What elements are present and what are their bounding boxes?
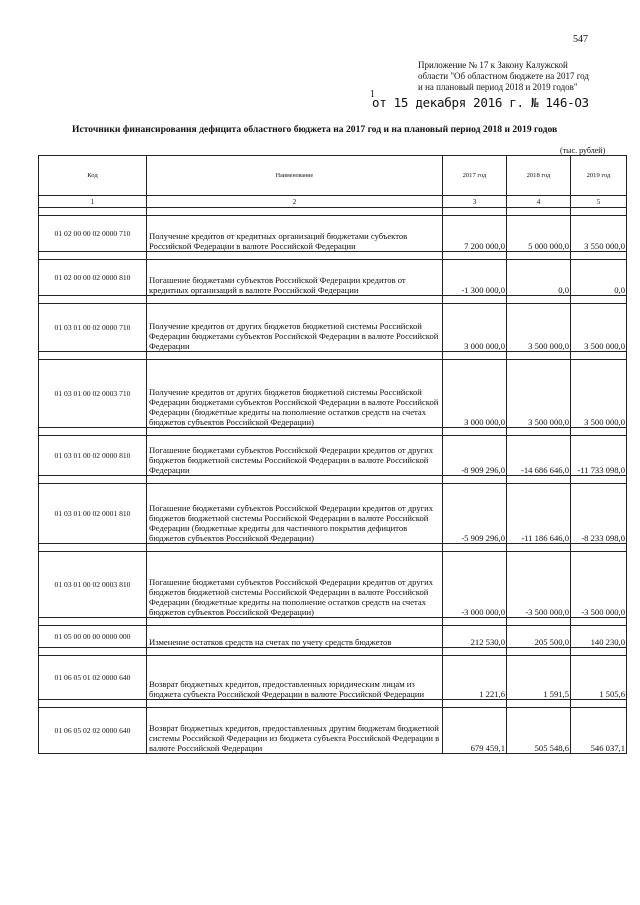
row-value-2019: 0,0 [571,260,627,296]
column-number: 2 [147,196,443,208]
table-row [39,484,627,544]
row-value-2019: -11 733 098,0 [571,436,627,476]
page-number: 547 [573,34,588,45]
spacer-row [39,544,627,552]
row-value-2019: 140 230,0 [571,626,627,648]
row-value-2018: -11 186 646,0 [507,484,571,544]
handwritten-mark: 1 [370,89,375,100]
unit-note: (тыс. рублей) [560,146,606,155]
table-row [39,436,627,476]
row-value-2018: 5 000 000,0 [507,216,571,252]
row-value-2017: 7 200 000,0 [443,216,507,252]
row-value-2019: 546 037,1 [571,708,627,754]
row-value-2018: 1 591,5 [507,656,571,700]
header-name: Наименование [147,156,443,196]
row-value-2017: -5 909 296,0 [443,484,507,544]
row-code: 01 03 01 00 02 0000 710 [39,304,147,352]
row-name: Получение кредитов от других бюджетов бюджетной системы Российской Федерации бюджетами субъектов Российской Федерации в валюте Российской Федерации (бюджетные кредиты на пополнение остатков средств на счетах бюджетов субъектов Российской Федерации) [147,360,443,428]
column-number: 3 [443,196,507,208]
header-2017: 2017 год [443,156,507,196]
law-date-stamp: от 15 декабря 2016 г. № 146-ОЗ [372,95,589,110]
row-code: 01 02 00 00 02 0000 810 [39,260,147,296]
row-value-2018: 0,0 [507,260,571,296]
appendix-line: и на плановый период 2018 и 2019 годов" [418,82,578,92]
row-code: 01 02 00 00 02 0000 710 [39,216,147,252]
table-row [39,708,627,754]
table-row [39,552,627,618]
spacer-row [39,208,627,216]
row-name: Изменение остатков средств на счетах по учету средств бюджетов [147,626,443,648]
row-name: Возврат бюджетных кредитов, предоставленных другим бюджетам бюджетной системы Российской Федерации из бюджета субъекта Российской Федерации в валюте Российской Федерации [147,708,443,754]
spacer-row [39,476,627,484]
appendix-line: Приложение № 17 к Закону Калужской [418,60,568,70]
column-number-row [39,196,627,208]
row-value-2017: 1 221,6 [443,656,507,700]
column-number: 1 [39,196,147,208]
row-code: 01 03 01 00 02 0000 810 [39,436,147,476]
row-code: 01 05 00 00 00 0000 000 [39,626,147,648]
row-value-2017: 212 530,0 [443,626,507,648]
row-code: 01 06 05 02 02 0000 640 [39,708,147,754]
row-value-2019: 3 550 000,0 [571,216,627,252]
row-name: Получение кредитов от кредитных организаций бюджетами субъектов Российской Федерации в валюте Российской Федерации [147,216,443,252]
header-2018: 2018 год [507,156,571,196]
row-value-2019: 1 505,6 [571,656,627,700]
row-value-2017: -3 000 000,0 [443,552,507,618]
row-value-2018: 205 500,0 [507,626,571,648]
row-value-2019: -8 233 098,0 [571,484,627,544]
row-value-2018: 3 500 000,0 [507,360,571,428]
row-value-2018: -3 500 000,0 [507,552,571,618]
row-value-2019: 3 500 000,0 [571,304,627,352]
header-row [39,156,627,196]
spacer-row [39,296,627,304]
row-code: 01 06 05 01 02 0000 640 [39,656,147,700]
spacer-row [39,428,627,436]
spacer-row [39,700,627,708]
row-value-2018: 505 548,6 [507,708,571,754]
row-name: Погашение бюджетами субъектов Российской Федерации кредитов от других бюджетов бюджетной системы Российской Федерации в валюте Российской Федерации (бюджетные кредиты на пополнение остатков средств на счетах бюджетов субъектов Российской Федерации) [147,552,443,618]
row-value-2018: -14 686 646,0 [507,436,571,476]
row-name: Погашение бюджетами субъектов Российской Федерации кредитов от других бюджетов бюджетной системы Российской Федерации в валюте Российской Федерации [147,436,443,476]
table-row [39,626,627,648]
row-value-2017: -8 909 296,0 [443,436,507,476]
row-code: 01 03 01 00 02 0003 710 [39,360,147,428]
row-name: Погашение бюджетами субъектов Российской Федерации кредитов от кредитных организаций в валюте Российской Федерации [147,260,443,296]
spacer-row [39,618,627,626]
column-number: 5 [571,196,627,208]
table-row [39,304,627,352]
appendix-reference [418,60,628,93]
table-row [39,656,627,700]
row-name: Погашение бюджетами субъектов Российской Федерации кредитов от других бюджетов бюджетной системы Российской Федерации в валюте Российской Федерации (бюджетные кредиты для частичного покрытия дефицитов бюджетов субъектов Российской Федерации) [147,484,443,544]
row-value-2019: 3 500 000,0 [571,360,627,428]
table-row [39,360,627,428]
table-row [39,216,627,252]
row-value-2018: 3 500 000,0 [507,304,571,352]
row-code: 01 03 01 00 02 0001 810 [39,484,147,544]
document-title: Источники финансирования дефицита областного бюджета на 2017 год и на плановый период 2018 и 2019 годов [72,124,558,135]
row-value-2017: 3 000 000,0 [443,304,507,352]
row-value-2017: 679 459,1 [443,708,507,754]
table-row [39,260,627,296]
header-code: Код [39,156,147,196]
spacer-row [39,648,627,656]
financing-sources-table [38,155,627,754]
header-2019: 2019 год [571,156,627,196]
row-value-2019: -3 500 000,0 [571,552,627,618]
spacer-row [39,352,627,360]
spacer-row [39,252,627,260]
row-name: Получение кредитов от других бюджетов бюджетной системы Российской Федерации бюджетами субъектов Российской Федерации в валюте Российской Федерации [147,304,443,352]
row-value-2017: -1 300 000,0 [443,260,507,296]
row-value-2017: 3 000 000,0 [443,360,507,428]
row-name: Возврат бюджетных кредитов, предоставленных юридическим лицам из бюджета субъекта Российской Федерации в валюте Российской Федерации [147,656,443,700]
row-code: 01 03 01 00 02 0003 810 [39,552,147,618]
column-number: 4 [507,196,571,208]
appendix-line: области "Об областном бюджете на 2017 год [418,71,589,81]
